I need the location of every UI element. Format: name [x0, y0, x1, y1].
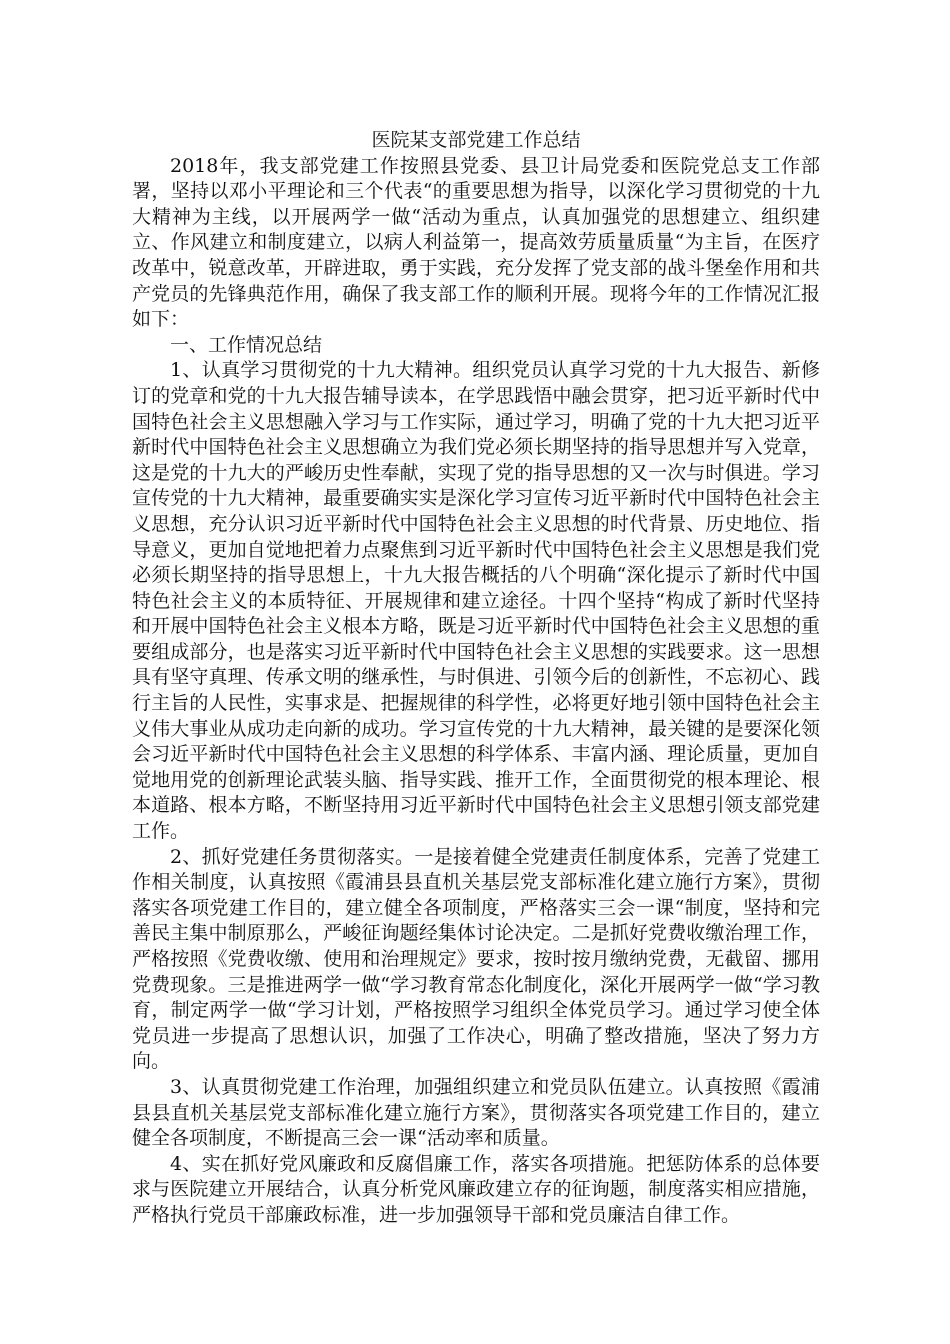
paragraph-item-3: 3、认真贯彻党建工作治理，加强组织建立和党员队伍建立。认真按照《霞浦县县直机关基层党支部标准化建立施行方案》，贯彻落实各项党建工作目的，建立健全各项制度，不断提高三会一课“活动率和质量。 [132, 1075, 820, 1150]
document-page [132, 128, 820, 1229]
paragraph-intro: 2018年，我支部党建工作按照县党委、县卫计局党委和医院党总支工作部署，坚持以邓小平理论和三个代表“的重要思想为指导，以深化学习贯彻党的十九大精神为主线，以开展两学一做“活动为重点，认真加强党的思想建立、组织建立、作风建立和制度建立，以病人利益第一，提高效劳质量质量“为主旨，在医疗改革中，锐意改革，开辟进取，勇于实践，充分发挥了党支部的战斗堡垒作用和共产党员的先锋典范作用，确保了我支部工作的顺利开展。现将今年的工作情况汇报如下： [132, 154, 820, 331]
paragraph-item-4: 4、实在抓好党风廉政和反腐倡廉工作，落实各项措施。把惩防体系的总体要求与医院建立开展结合，认真分析党风廉政建立存的征询题，制度落实相应措施，严格执行党员干部廉政标准，进一步加强领导干部和党员廉洁自律工作。 [132, 1152, 820, 1226]
paragraph-item-2: 2、抓好党建任务贯彻落实。一是接着健全党建责任制度体系，完善了党建工作相关制度，认真按照《霞浦县县直机关基层党支部标准化建立施行方案》，贯彻落实各项党建工作目的，建立健全各项制度，严格落实三会一课“制度，坚持和完善民主集中制原那么，严峻征询题经集体讨论决定。二是抓好党费收缴治理工作，严格按照《党费收缴、使用和治理规定》要求，按时按月缴纳党费，无截留、挪用党费现象。三是推进两学一做“学习教育常态化制度化，深化开展两学一做“学习教育，制定两学一做“学习计划，严格按照学习组织全体党员学习。通过学习使全体党员进一步提高了思想认识，加强了工作决心，明确了整改措施，坚决了努力方向。 [132, 845, 820, 1073]
paragraph-item-1: 1、认真学习贯彻党的十九大精神。组织党员认真学习党的十九大报告、新修订的党章和党的十九大报告辅导读本，在学思践悟中融会贯穿，把习近平新时代中国特色社会主义思想融入学习与工作实际，通过学习，明确了党的十九大把习近平新时代中国特色社会主义思想确立为我们党必须长期坚持的指导思想并写入党章，这是党的十九大的严峻历史性奉献，实现了党的指导思想的又一次与时俱进。学习宣传党的十九大精神，最重要确实实是深化学习宣传习近平新时代中国特色社会主义思想，充分认识习近平新时代中国特色社会主义思想的时代背景、历史地位、指导意义，更加自觉地把着力点聚焦到习近平新时代中国特色社会主义思想是我们党必须长期坚持的指导思想上，十九大报告概括的八个明确“深化提示了新时代中国特色社会主义的本质特征、开展规律和建立途径。十四个坚持“构成了新时代坚持和开展中国特色社会主义根本方略，既是习近平新时代中国特色社会主义思想的重要组成部分，也是落实习近平新时代中国特色社会主义思想的实践要求。这一思想具有坚守真理、传承文明的继承性，与时俱进、引领今后的创新性，不忘初心、践行主旨的人民性，实事求是、把握规律的科学性，必将更好地引领中国特色社会主义伟大事业从成功走向新的成功。学习宣传党的十九大精神，最关键的是要深化领会习近平新时代中国特色社会主义思想的科学体系、丰富内涵、理论质量，更加自觉地用党的创新理论武装头脑、指导实践、推开工作，全面贯彻党的根本理论、根本道路、根本方略，不断坚持用习近平新时代中国特色社会主义思想引领支部党建工作。 [132, 359, 820, 843]
section-heading: 一、工作情况总结 [170, 333, 323, 356]
document-title: 医院某支部党建工作总结 [371, 129, 581, 151]
